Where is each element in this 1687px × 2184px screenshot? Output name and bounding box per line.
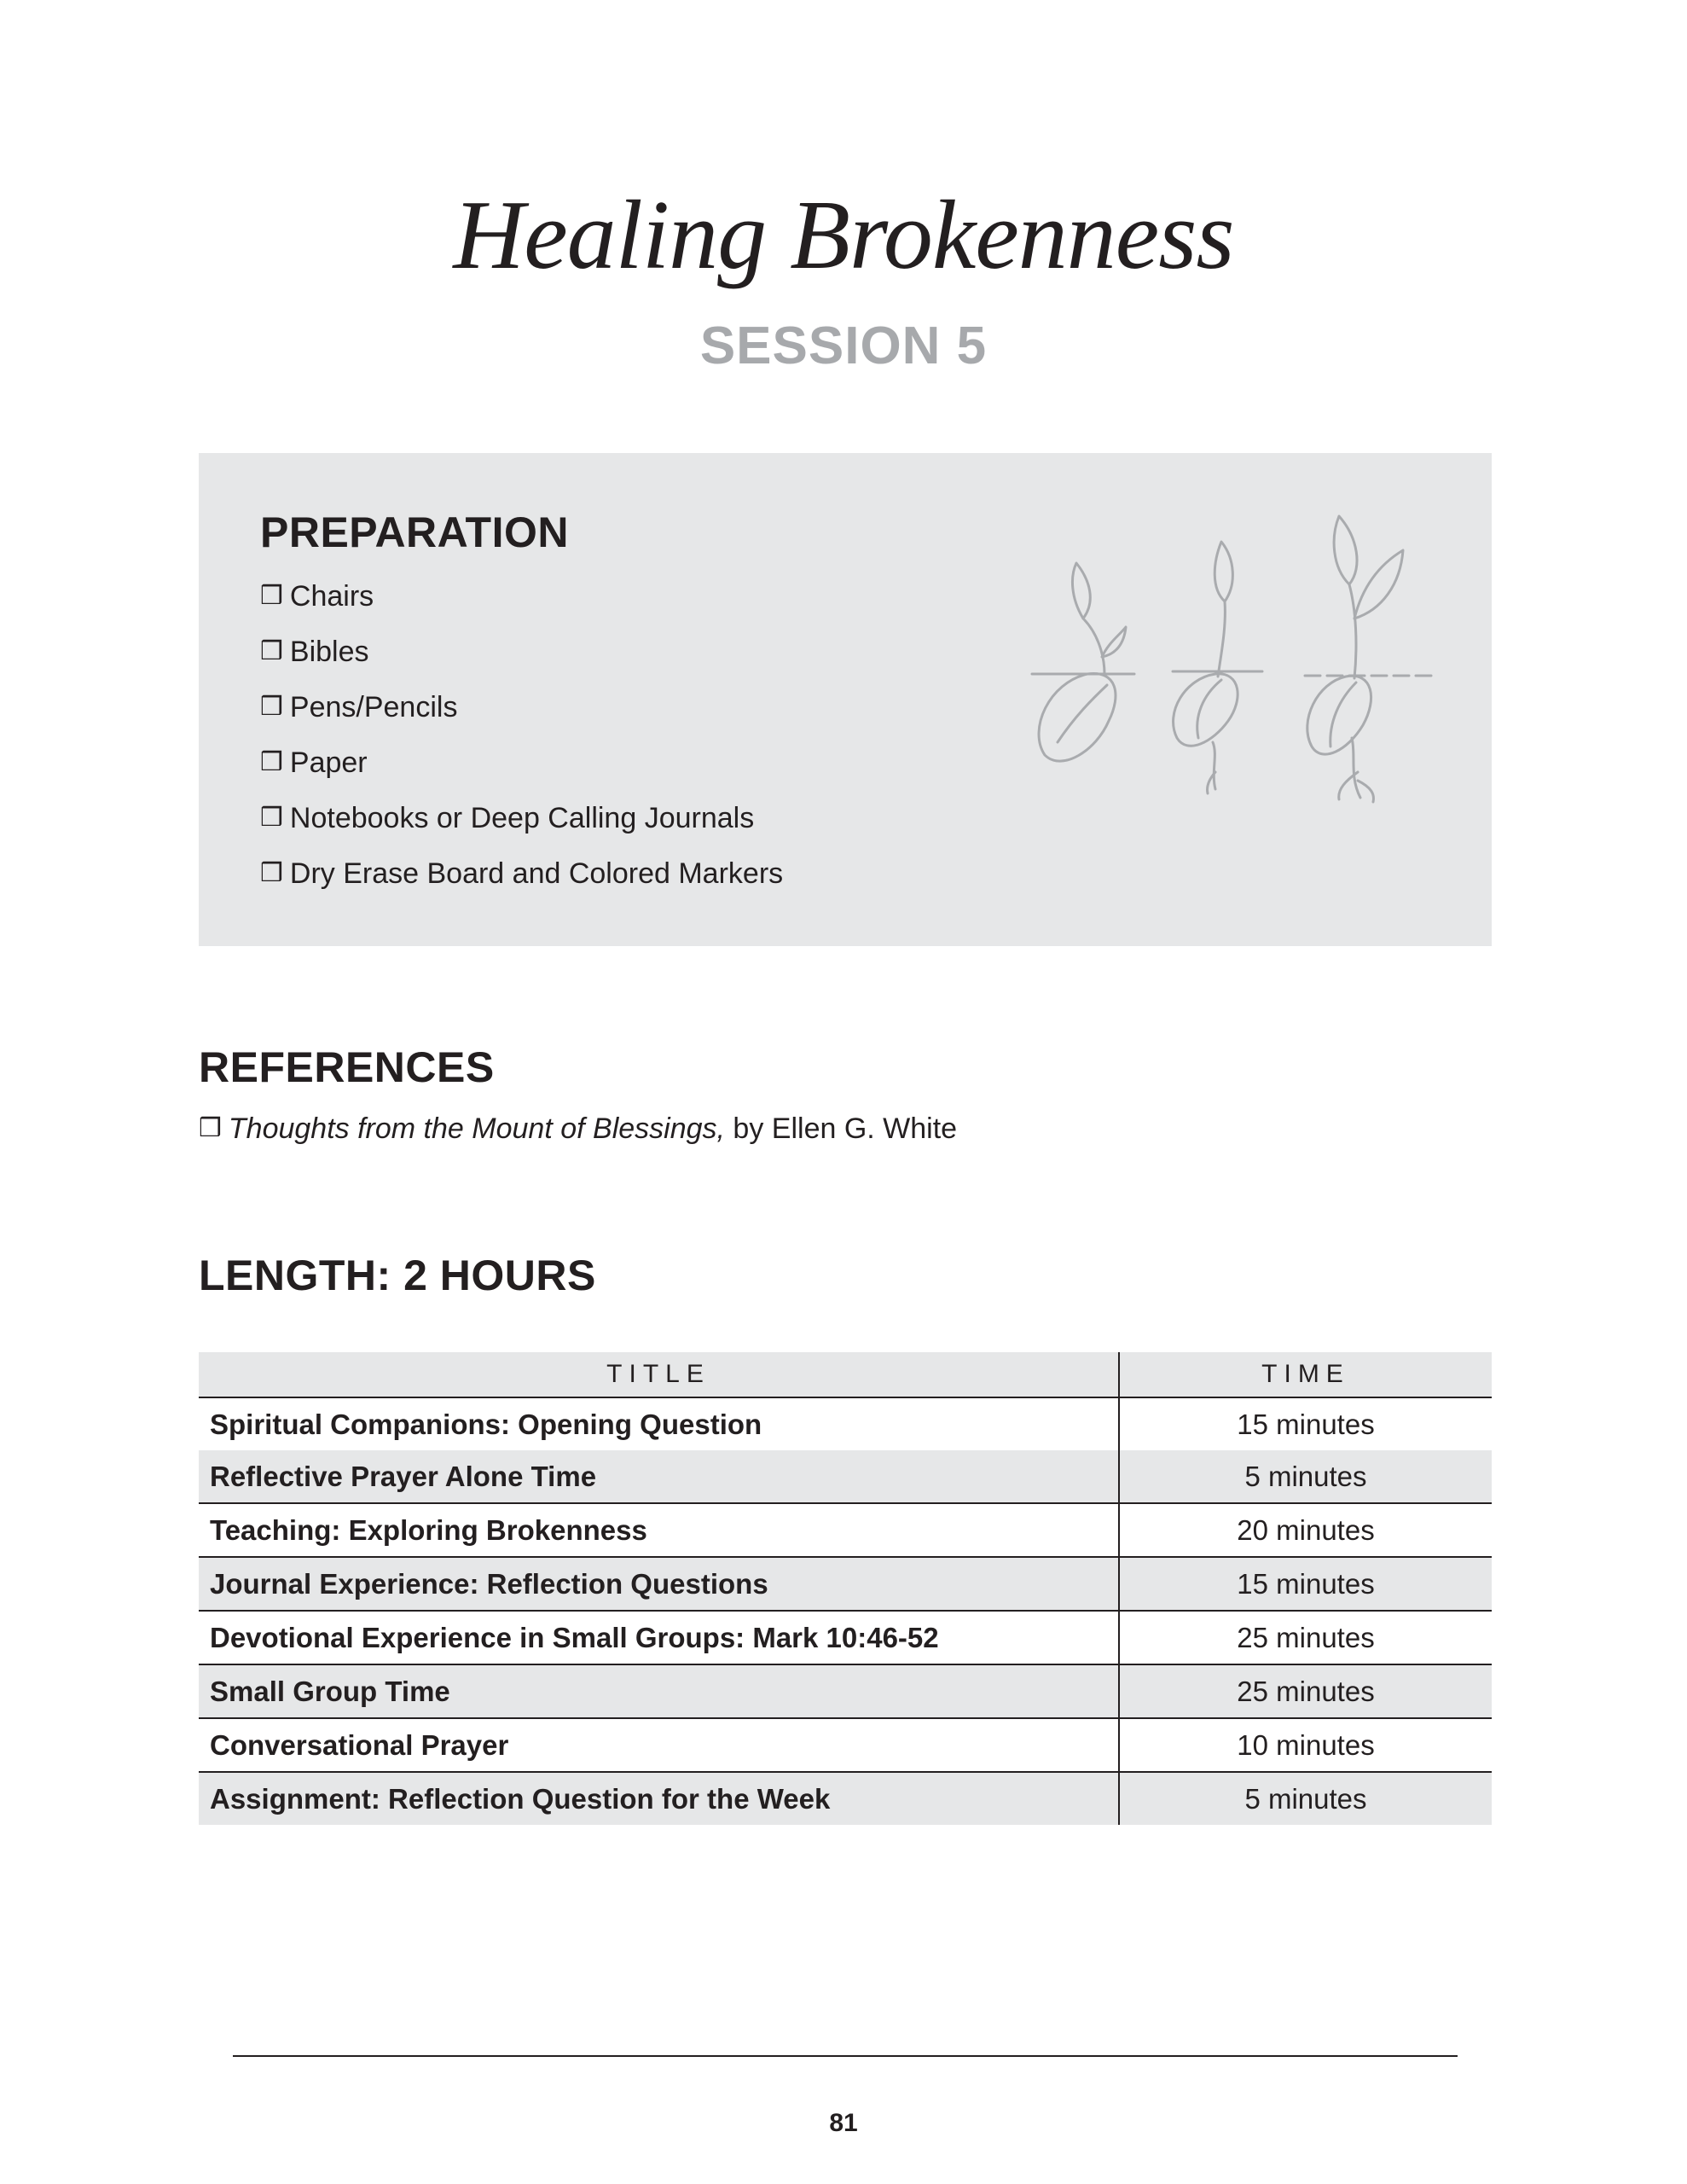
length-heading: LENGTH: 2 HOURS bbox=[199, 1252, 596, 1299]
sprouting-seeds-illustration bbox=[1023, 491, 1433, 832]
table-row bbox=[199, 1611, 1492, 1664]
activity-title: Assignment: Reflection Question for the Week bbox=[199, 1772, 1119, 1825]
checkbox-icon: ❒ bbox=[260, 637, 283, 665]
preparation-item-label: Chairs bbox=[289, 580, 374, 613]
preparation-item-label: Pens/Pencils bbox=[289, 691, 458, 723]
checkbox-icon: ❒ bbox=[260, 748, 283, 776]
reference-book-title: Thoughts from the Mount of Blessings, bbox=[228, 1112, 725, 1145]
table-row bbox=[199, 1664, 1492, 1718]
checkbox-icon: ❒ bbox=[260, 804, 283, 832]
checkbox-icon: ❒ bbox=[199, 1114, 222, 1142]
list-item bbox=[260, 690, 783, 746]
list-item bbox=[260, 579, 783, 635]
reference-item bbox=[199, 1112, 957, 1146]
activity-time: 25 minutes bbox=[1119, 1611, 1492, 1664]
preparation-list bbox=[260, 579, 783, 912]
activity-title: Small Group Time bbox=[199, 1664, 1119, 1718]
seed-sprout-3 bbox=[1307, 516, 1403, 802]
activity-title: Spiritual Companions: Opening Question bbox=[199, 1397, 1119, 1450]
table-row bbox=[199, 1772, 1492, 1825]
table-header-row bbox=[199, 1352, 1492, 1397]
activity-time: 20 minutes bbox=[1119, 1503, 1492, 1557]
schedule-table bbox=[199, 1352, 1492, 1825]
activity-time: 5 minutes bbox=[1119, 1772, 1492, 1825]
activity-title: Teaching: Exploring Brokenness bbox=[199, 1503, 1119, 1557]
page-title: Healing Brokenness bbox=[453, 181, 1234, 290]
table-row bbox=[199, 1503, 1492, 1557]
footer-divider bbox=[233, 2055, 1458, 2057]
activity-title: Devotional Experience in Small Groups: Mark 10:46-52 bbox=[199, 1611, 1119, 1664]
activity-time: 15 minutes bbox=[1119, 1557, 1492, 1611]
checkbox-icon: ❒ bbox=[260, 693, 283, 721]
list-item bbox=[260, 635, 783, 690]
preparation-item-label: Notebooks or Deep Calling Journals bbox=[289, 802, 755, 834]
activity-title: Reflective Prayer Alone Time bbox=[199, 1450, 1119, 1503]
preparation-item-label: Paper bbox=[289, 746, 368, 779]
page-number: 81 bbox=[829, 2109, 858, 2137]
session-label: SESSION 5 bbox=[699, 317, 988, 375]
activity-title: Conversational Prayer bbox=[199, 1718, 1119, 1772]
table-row bbox=[199, 1718, 1492, 1772]
activity-time: 25 minutes bbox=[1119, 1664, 1492, 1718]
list-item bbox=[260, 746, 783, 801]
column-header-time: TIME bbox=[1119, 1352, 1492, 1397]
references-heading: REFERENCES bbox=[199, 1043, 495, 1091]
activity-time: 15 minutes bbox=[1119, 1397, 1492, 1450]
activity-time: 10 minutes bbox=[1119, 1718, 1492, 1772]
table-row bbox=[199, 1397, 1492, 1450]
list-item bbox=[260, 857, 783, 912]
list-item bbox=[260, 801, 783, 857]
preparation-item-label: Bibles bbox=[289, 636, 369, 668]
table-row bbox=[199, 1557, 1492, 1611]
activity-time: 5 minutes bbox=[1119, 1450, 1492, 1503]
seed-sprout-2 bbox=[1174, 542, 1238, 793]
seed-sprout-1 bbox=[1039, 563, 1126, 761]
activity-title: Journal Experience: Reflection Questions bbox=[199, 1557, 1119, 1611]
reference-author: by Ellen G. White bbox=[724, 1112, 958, 1145]
preparation-item-label: Dry Erase Board and Colored Markers bbox=[289, 857, 784, 890]
checkbox-icon: ❒ bbox=[260, 582, 283, 610]
preparation-heading: PREPARATION bbox=[260, 508, 569, 556]
checkbox-icon: ❒ bbox=[260, 859, 283, 887]
table-row bbox=[199, 1450, 1492, 1503]
column-header-title: TITLE bbox=[199, 1352, 1119, 1397]
